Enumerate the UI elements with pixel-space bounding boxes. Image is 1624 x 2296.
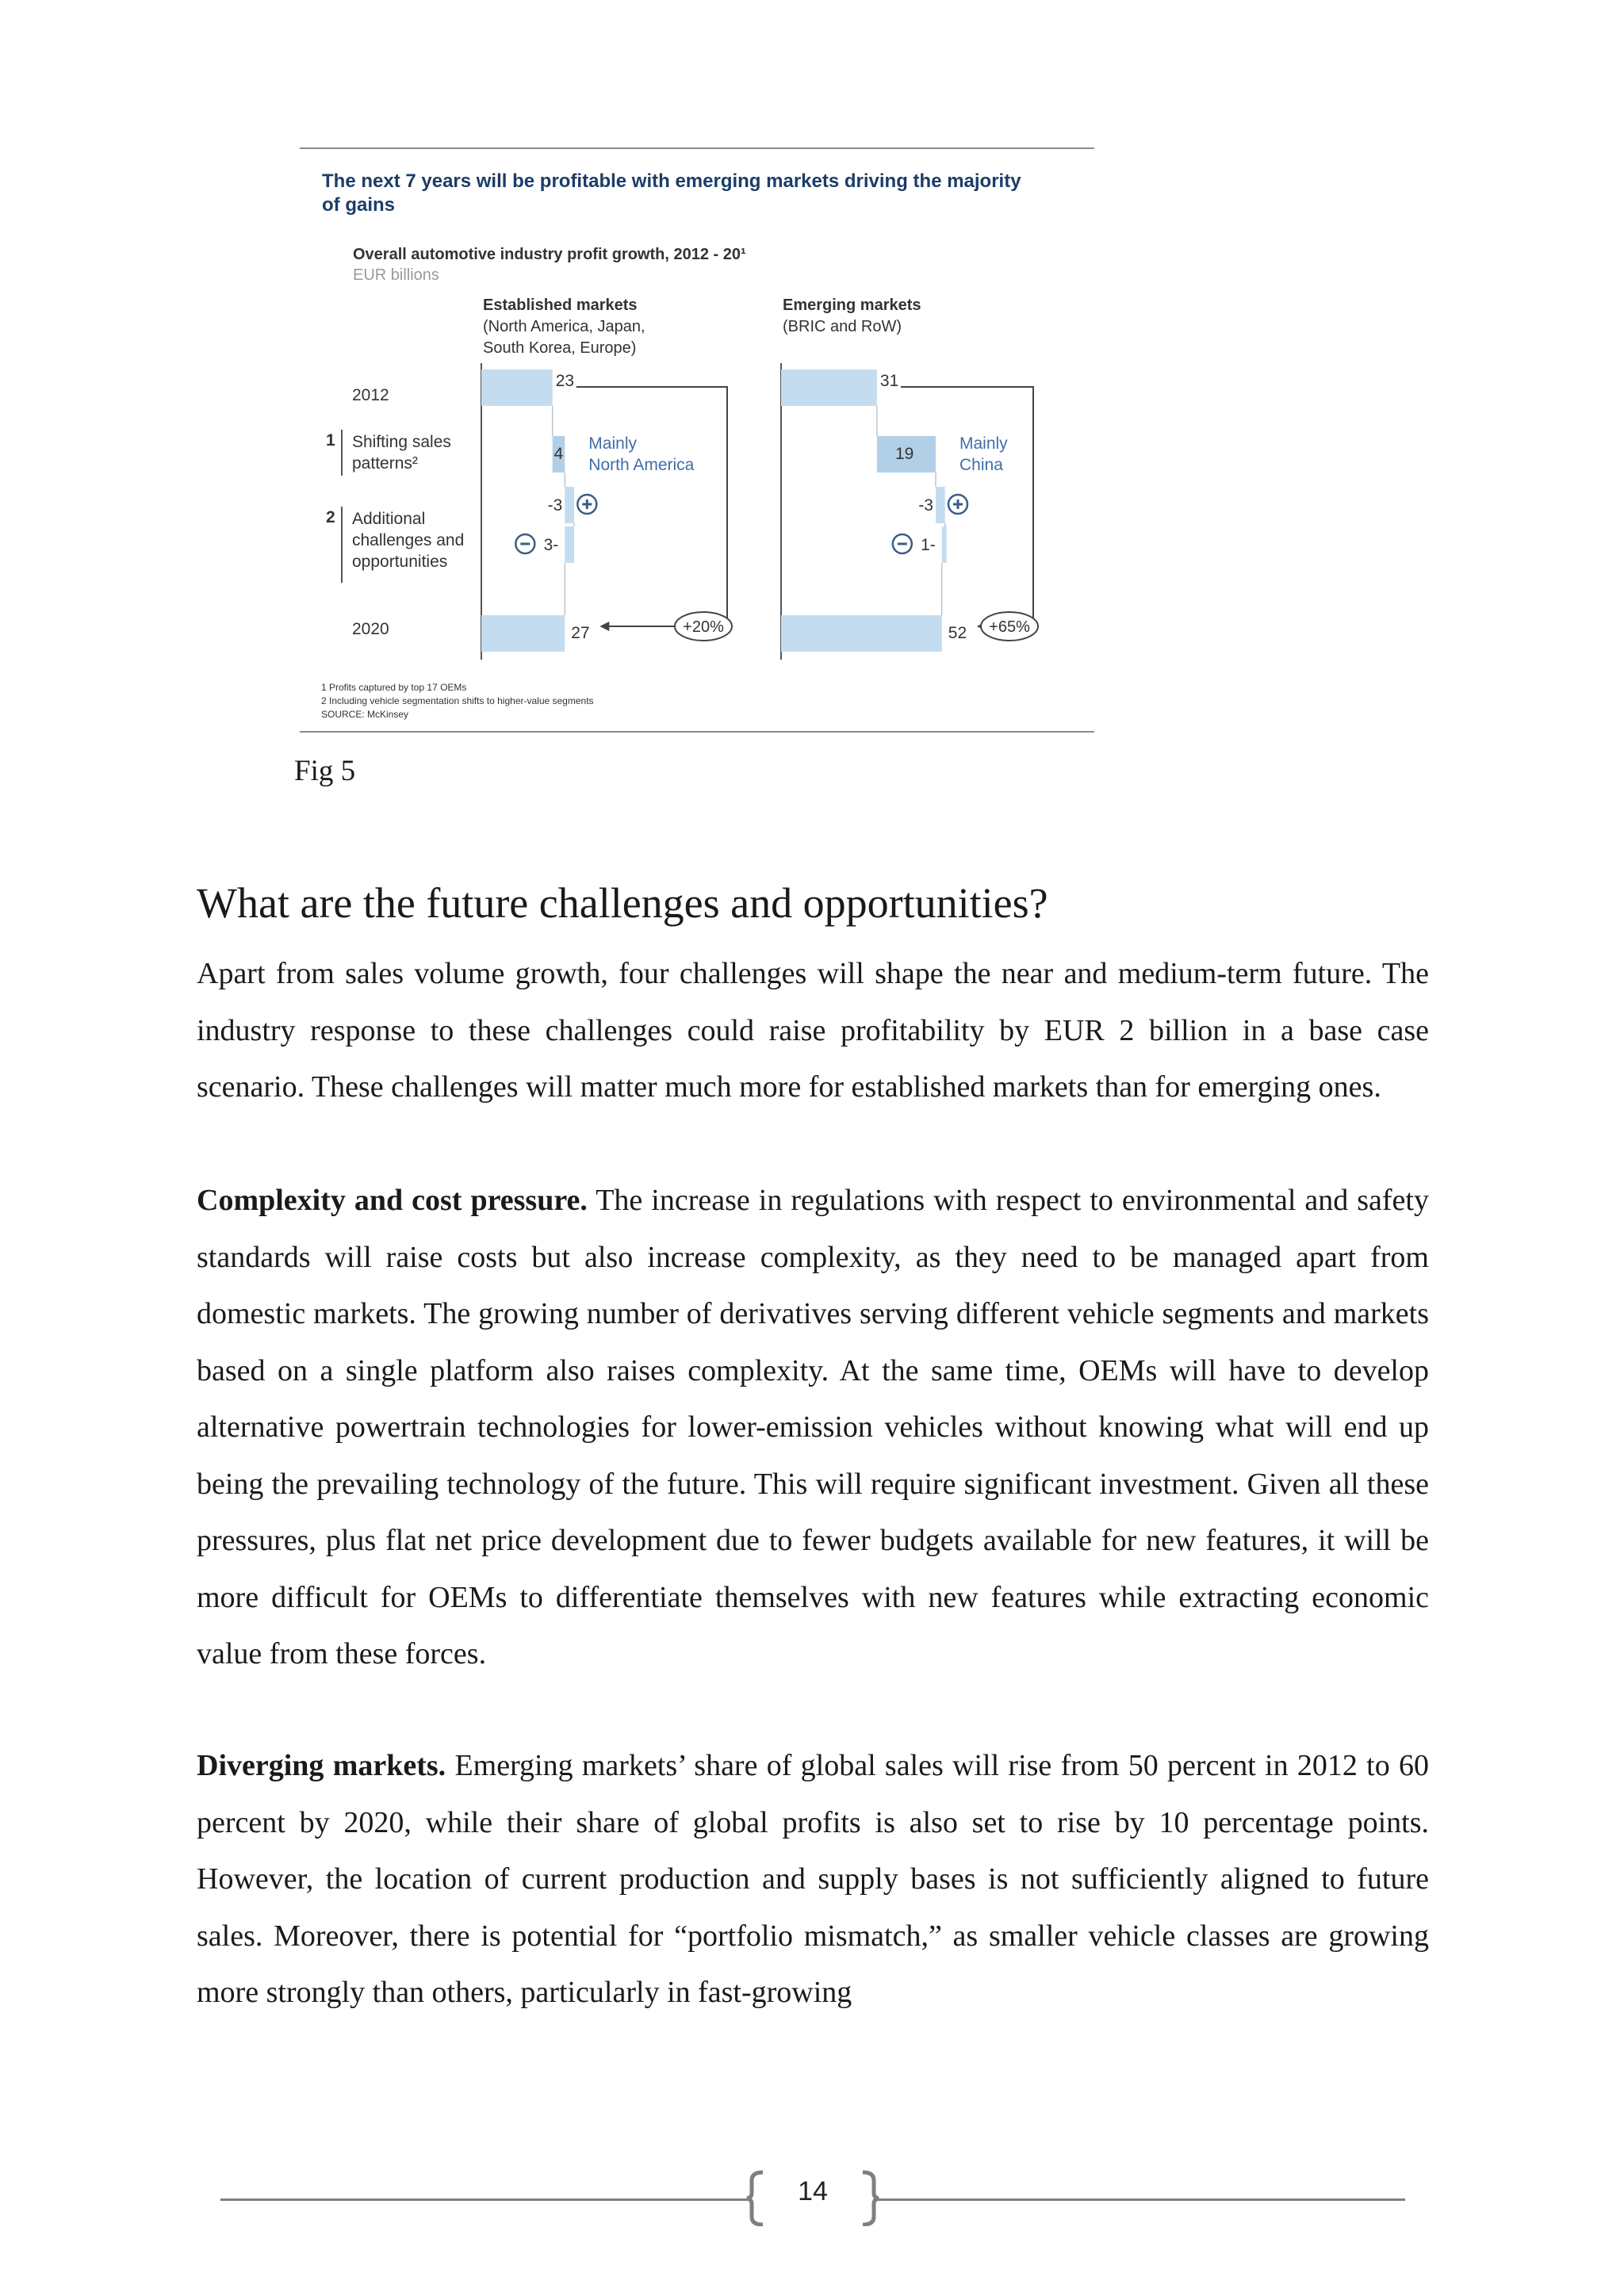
annotation-emerging-line1: Mainly: [959, 434, 1008, 453]
value-emerging-shift: 19: [894, 445, 914, 463]
bar-emerging-2: [936, 487, 945, 523]
figure-source: SOURCE: McKinsey: [321, 709, 409, 720]
row-label-2012: 2012: [352, 386, 389, 404]
bar-established-4: [481, 615, 565, 652]
paragraph-diverging-lead: Diverging markets.: [197, 1749, 446, 1782]
column-title-established: Established markets: [483, 297, 638, 314]
growth-arrow-established: [599, 622, 609, 631]
value-emerging-2012: 31: [879, 372, 899, 390]
growth-label-established: +20%: [683, 618, 724, 636]
figure-5: [300, 147, 1094, 733]
figure-bottom-rule: [300, 731, 1094, 733]
figure-subtitle: Overall automotive industry profit growth, 2012 - 20¹: [353, 246, 746, 263]
paragraph-diverging: [197, 1738, 1429, 2022]
row-label-additional: Additional challenges and opportunities: [352, 510, 465, 571]
paragraph-complexity-lead: Complexity and cost pressure.: [197, 1184, 588, 1217]
figure-caption: Fig 5: [294, 755, 356, 787]
figure-title: The next 7 years will be profitable with emerging markets driving the majority of gains: [322, 170, 1021, 216]
paragraph-complexity-body: The increase in regulations with respect to environmental and safety standards will raise costs but also increase complexity, as they need to be managed apart from domestic markets. The growing number of derivatives serving different vehicle segments and markets based on a single platform also raises complexity. At the same time, OEMs will have to develop alternative powertrain technologies for lower-emission vehicles without knowing what will end up being the prevailing technology of the future. This will require significant investment. Given all these pressures, plus flat net price development due to fewer budgets available for new features, it will be more difficult for OEMs to differentiate themselves with new features while extracting economic value from these forces.: [197, 1184, 1429, 1670]
growth-label-emerging: +65%: [989, 618, 1030, 636]
footer-rule-right: [877, 2198, 1405, 2201]
annotation-established-line1: Mainly: [588, 434, 637, 453]
bar-established-2: [565, 487, 574, 523]
value-emerging-challenge: 1-: [921, 536, 936, 554]
value-established-opportunity: -3: [547, 496, 563, 515]
bar-emerging-3: [942, 526, 947, 563]
row-number-2: 2: [326, 508, 335, 526]
annotation-emerging-line2: China: [959, 456, 1003, 474]
value-established-shift: 4: [553, 445, 564, 463]
value-established-2020: 27: [571, 624, 590, 642]
value-established-challenge: 3-: [543, 536, 559, 554]
section-heading: What are the future challenges and opportunities?: [197, 879, 1048, 927]
waterfall-chart: [300, 147, 1094, 733]
paragraph-diverging-body: Emerging markets’ share of global sales will rise from 50 percent in 2012 to 60 percent by 2020, while their share of global profits is also set to rise by 10 percentage points. However, the location of current production and supply bases is not sufficiently aligned to future sales. Moreover, there is potential for “portfolio mismatch,” as smaller vehicle classes are growing more strongly than others, particularly in fast-growing: [197, 1749, 1429, 2009]
row-label-2020: 2020: [352, 620, 389, 638]
column-title-emerging: Emerging markets: [783, 297, 921, 314]
value-emerging-2020: 52: [948, 624, 967, 642]
column-desc-emerging: (BRIC and RoW): [783, 318, 902, 335]
paragraph-intro: Apart from sales volume growth, four challenges will shape the near and medium-term future. The industry response to these challenges could raise profitability by EUR 2 billion in a base case scenario. These challenges will matter much more for established markets than for emerging ones.: [197, 957, 1429, 1104]
value-established-2012: 23: [555, 372, 575, 390]
bar-emerging-0: [781, 369, 877, 406]
annotation-established-line2: North America: [588, 456, 695, 474]
growth-bracket-established: [576, 387, 727, 626]
bar-emerging-4: [781, 615, 942, 652]
figure-unit: EUR billions: [353, 266, 439, 284]
paragraph-complexity: [197, 1173, 1429, 1683]
page-number: 14: [798, 2176, 828, 2206]
bar-established-0: [481, 369, 553, 406]
value-emerging-opportunity: -3: [918, 496, 933, 515]
bar-established-3: [565, 526, 574, 563]
footer-rule-left: [220, 2198, 747, 2201]
row-label-shifting-sales: Shifting sales patterns²: [352, 433, 451, 473]
column-desc-established: (North America, Japan, South Korea, Europe): [483, 318, 645, 357]
footnote-1: 1 Profits captured by top 17 OEMs: [321, 682, 467, 693]
footnote-2: 2 Including vehicle segmentation shifts to higher-value segments: [321, 695, 594, 706]
row-number-1: 1: [326, 431, 335, 450]
